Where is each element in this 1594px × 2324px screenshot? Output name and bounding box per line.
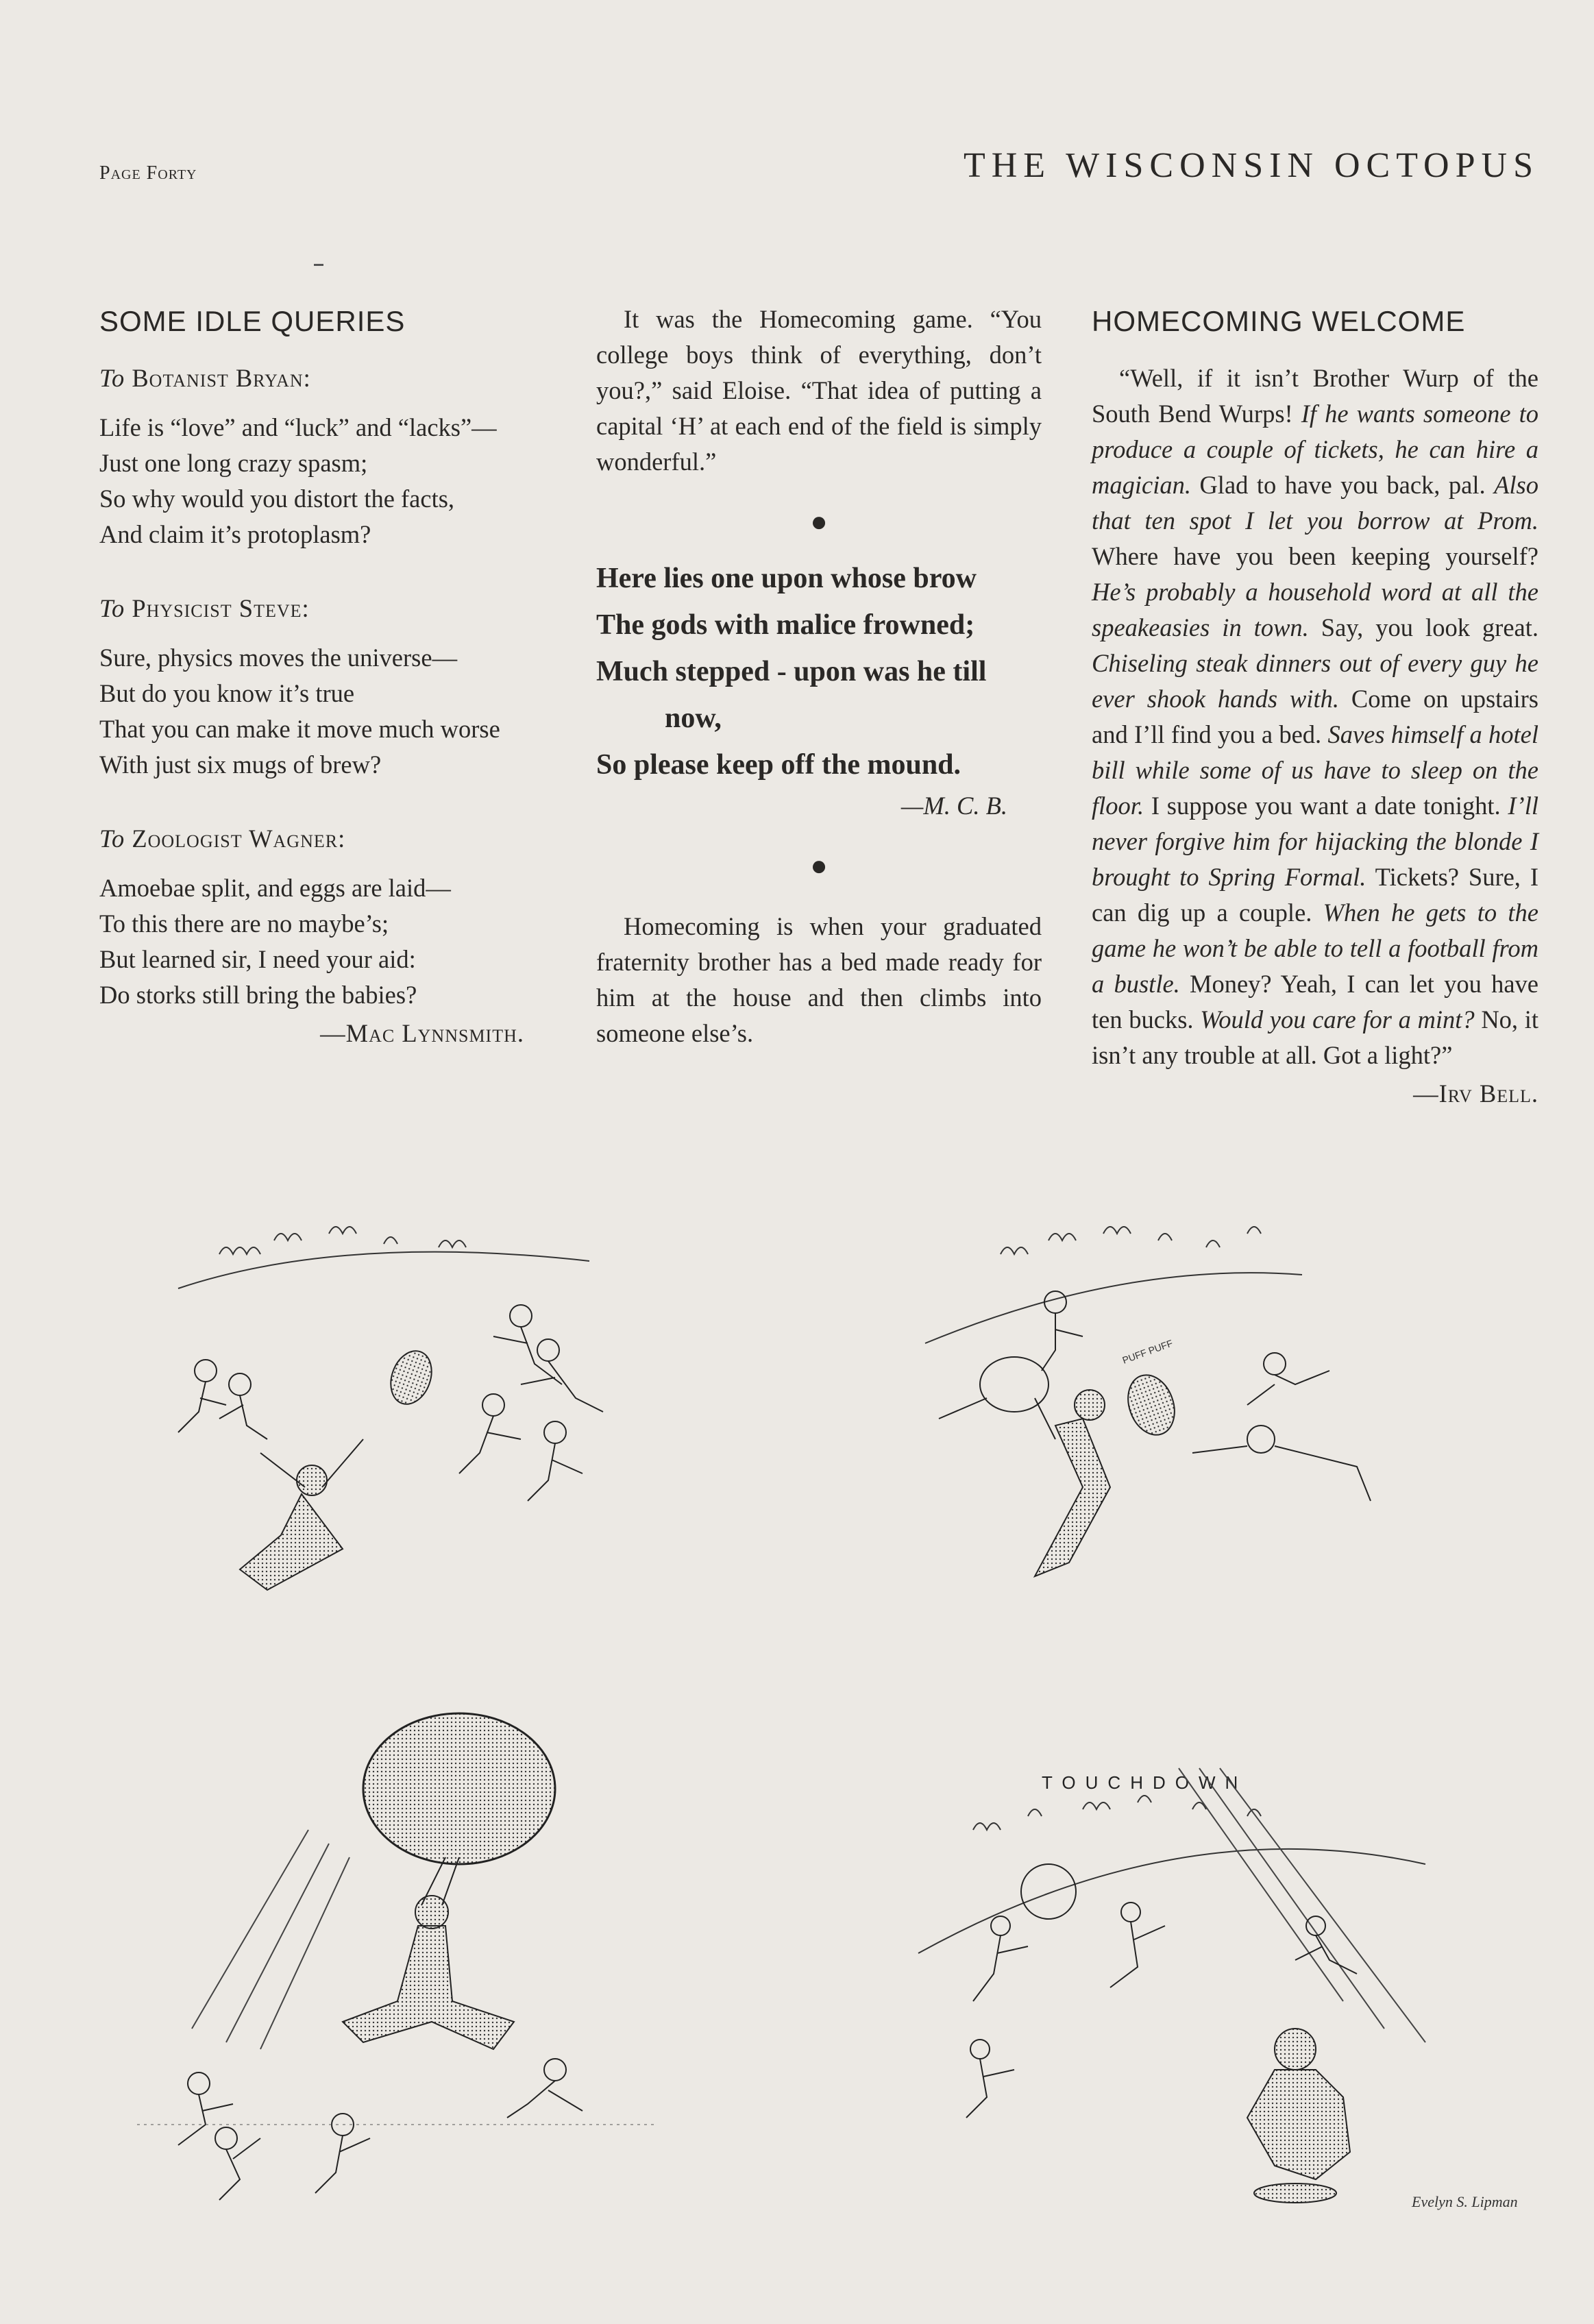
- epitaph-verse: [596, 555, 1042, 788]
- dedication: To Botanist Bryan:: [99, 364, 311, 392]
- column-homecoming-welcome: [1092, 302, 1538, 1112]
- verse-line: Sure, physics moves the universe—: [99, 644, 458, 672]
- cartoon-catch: [137, 1179, 658, 1604]
- thought-aside: He’s probably a household word at all the speakeasies in town.: [1092, 578, 1538, 641]
- verse-line: So why would you distort the facts,: [99, 485, 455, 513]
- bullet-separator: ●: [810, 851, 828, 882]
- verse-line: With just six mugs of brew?: [99, 750, 382, 779]
- spoken-text: Money? Yeah, I can let you have ten bucks.: [1092, 970, 1539, 1033]
- verse-line: Here lies one upon whose brow: [596, 563, 977, 594]
- welcome-paragraph: [1092, 360, 1538, 1073]
- spoken-text: Where have you been keeping yourself?: [1092, 542, 1538, 570]
- author-signature: —Irv Bell.: [1413, 1079, 1538, 1108]
- thought-aside: Saves himself a hotel bill while some of us have to sleep on the floor.: [1092, 720, 1538, 820]
- column-jokes: [596, 302, 1042, 1051]
- stanza: [99, 870, 524, 1013]
- spoken-text: No, it isn’t any trouble at all. Got a light?”: [1092, 1005, 1538, 1069]
- column-idle-queries: [99, 302, 524, 1051]
- thought-aside: If he wants someone to produce a couple of tickets, he can hire a magician.: [1092, 400, 1538, 499]
- thought-aside: Would you care for a mint?: [1200, 1005, 1475, 1033]
- thought-aside: Chiseling steak dinners out of every guy he ever shook hands with.: [1092, 649, 1538, 713]
- verse-line: But learned sir, I need your aid:: [99, 945, 416, 973]
- joke-paragraph: It was the Homecoming game. “You college boys think of everything, don’t you?,” said Eloise. “That idea of putting a capital ‘H’ at each end of the field is simply wonderful.”: [596, 305, 1042, 476]
- spoken-text: Tickets? Sure, I can dig up a couple.: [1092, 863, 1539, 927]
- spoken-text: Say, you look great.: [1308, 613, 1539, 641]
- cartoon-tackle: [918, 1179, 1480, 1617]
- spoken-text: I suppose you want a date tonight.: [1144, 792, 1508, 820]
- cartoon-touchdown: [905, 1727, 1556, 2221]
- cartoon-catch-drawing: [137, 1179, 658, 1604]
- verse-line: Do storks still bring the babies?: [99, 981, 417, 1009]
- verse-line: Just one long crazy spasm;: [99, 449, 368, 477]
- dedication: To Zoologist Wagner:: [99, 824, 346, 853]
- page-number: Page Forty: [99, 162, 197, 184]
- verse-line: And claim it’s protoplasm?: [99, 520, 371, 548]
- verse-line: Amoebae split, and eggs are laid—: [99, 874, 451, 902]
- verse-line: now,: [665, 702, 722, 734]
- verse-line: That you can make it move much worse: [99, 715, 500, 743]
- dedication: To Physicist Steve:: [99, 594, 310, 622]
- thought-aside: Also that ten spot I let you borrow at Prom.: [1092, 471, 1538, 535]
- bullet-separator: ●: [810, 506, 828, 538]
- stanza: [99, 640, 524, 783]
- cartoon-jump: [137, 1700, 672, 2221]
- article-title: HOMECOMING WELCOME: [1092, 305, 1466, 337]
- stray-mark: [314, 264, 323, 266]
- magazine-title: THE WISCONSIN OCTOPUS: [963, 146, 1539, 185]
- cartoon-tackle-drawing: [918, 1179, 1480, 1617]
- thought-aside: When he gets to the game he won’t be able to tell a football from a bustle.: [1092, 898, 1538, 998]
- artist-signature: Evelyn S. Lipman: [1412, 2193, 1518, 2210]
- thought-aside: I’ll never forgive him for hijacking the blonde I brought to Spring Formal.: [1092, 792, 1538, 891]
- cartoon-jump-drawing: [137, 1700, 672, 2221]
- puff-text: PUFF PUFF: [1120, 1337, 1175, 1366]
- spoken-text: Come on upstairs and I’ll find you a bed.: [1092, 685, 1538, 748]
- stanza: [99, 410, 524, 552]
- touchdown-banner: TOUCHDOWN: [1042, 1772, 1248, 1793]
- verse-line: Life is “love” and “luck” and “lacks”—: [99, 413, 497, 441]
- verse-line: But do you know it’s true: [99, 679, 355, 707]
- joke-paragraph: Homecoming is when your graduated fraternity brother has a bed made ready for him at the house and then climbs into someone else’s.: [596, 912, 1042, 1047]
- article-title: SOME IDLE QUERIES: [99, 305, 406, 337]
- verse-line: The gods with malice frowned;: [596, 609, 975, 641]
- verse-line: So please keep off the mound.: [596, 749, 961, 781]
- verse-line: To this there are no maybe’s;: [99, 909, 389, 938]
- spoken-text: “Well, if it isn’t Brother Wurp of the South Bend Wurps!: [1092, 364, 1538, 428]
- author-signature: —Mac Lynnsmith.: [320, 1019, 524, 1047]
- spoken-text: Glad to have you back, pal.: [1190, 471, 1495, 499]
- cartoon-touchdown-drawing: [905, 1727, 1556, 2221]
- verse-line: Much stepped - upon was he till: [596, 656, 987, 687]
- author-signature: —M. C. B.: [900, 792, 1007, 820]
